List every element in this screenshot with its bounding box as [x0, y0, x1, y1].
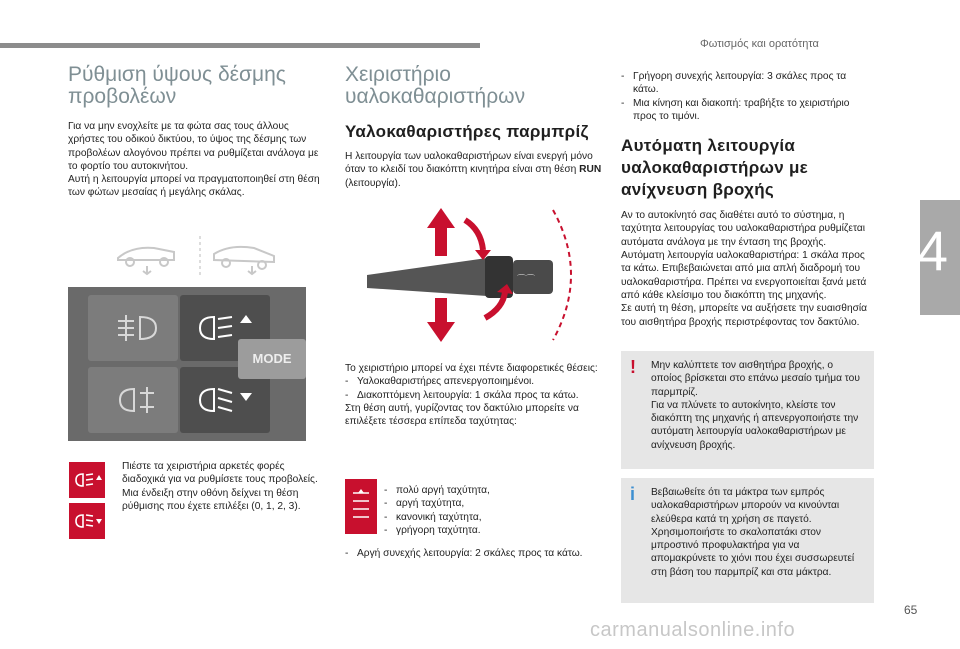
slow-continuous-item: - Αργή συνεχής λειτουργία: 2 σκάλες προς τα κάτω. — [345, 547, 603, 560]
headlamp-up-icon — [69, 462, 105, 498]
header-rule — [0, 43, 480, 48]
positions-intro: Το χειριστήριο μπορεί να έχει πέντε διαφορετικές θέσεις: — [345, 363, 598, 374]
info-icon: i — [630, 484, 636, 504]
wiper-intro — [345, 150, 603, 190]
warning-icon: ! — [630, 357, 636, 377]
fog-front-button[interactable] — [88, 367, 178, 433]
wiper-speed-icon — [345, 479, 377, 534]
section-title: Φωτισμός και ορατότητα — [700, 38, 819, 50]
headlamp-down-icon — [69, 503, 105, 539]
headlamp-note: Αυτή η λειτουργία μπορεί να πραγματοποιηθεί στη θέση των φώτων μεσαίας ή μεγάλης σκάλας. — [68, 174, 320, 199]
slow-continuous — [345, 547, 603, 560]
caption-line-1: Πιέστε τα χειριστήρια αρκετές φορές διαδοχικά για να ρυθμίσετε τους προβολείς. — [122, 461, 318, 486]
position-intermittent: - Διακοπτόμενη λειτουργία: 1 σκάλα προς τα κάτω. — [345, 389, 603, 402]
rain-sensor-title: Αυτόματη λειτουργία υαλοκαθαριστήρων με ανίχνευση βροχής — [621, 136, 809, 200]
position-off: - Υαλοκαθαριστήρες απενεργοποιημένοι. — [345, 375, 603, 388]
wiper-intro-text: Η λειτουργία των υαλοκαθαριστήρων είναι ενεργή μόνο όταν το κλειδί του διακόπτη κινητήρα είναι στη θέση — [345, 151, 593, 176]
chapter-number: 4 — [916, 219, 948, 282]
windscreen-wipers-subtitle: Υαλοκαθαριστήρες παρμπρίζ — [345, 122, 589, 141]
column-headlamp-adjustment — [68, 64, 324, 200]
wiper-intro-tail: (λειτουργία). — [345, 177, 401, 189]
svg-text:⌒⌒: ⌒⌒ — [517, 274, 536, 284]
ring-speed-text: Στη θέση αυτή, γυρίζοντας τον δακτύλιο μπορείτε να επιλέξετε τέσσερα επίπεδα ταχύτητας: — [345, 402, 579, 428]
headlamp-caption — [122, 460, 322, 513]
fog-rear-button[interactable] — [88, 295, 178, 361]
warning-note — [621, 351, 874, 469]
wiper-control-title: Χειριστήριο υαλοκαθαριστήρων — [345, 63, 526, 108]
warning-text-2: Για να πλύνετε το αυτοκίνητο, κλείστε τον διακόπτη της μηχανής ή απενεργοποιήστε την αυτόματη λειτουργία υαλοκαθαριστήρων με ανίχνευση βροχής. — [651, 399, 859, 451]
rain-sensor-intro: Αν το αυτοκίνητό σας διαθέτει αυτό το σύστημα, η ταχύτητα λειτουργίας του υαλοκαθαριστήρα ρυθμίζεται αυτόματα ανάλογα με την ένταση της βροχής. — [621, 210, 865, 248]
run-label: RUN — [579, 164, 602, 176]
speed-levels — [384, 484, 594, 537]
control-panel — [68, 287, 306, 441]
speed-normal: - κανονική ταχύτητα, — [384, 511, 594, 524]
rain-sensor-auto: Αυτόματη λειτουργία υαλοκαθαριστήρα: 1 σκάλα προς τα κάτω. Επιβεβαιώνεται από μια απλή διαδρομή του υαλοκαθαριστήρα. Πρέπει να ενεργοποιείται ξανά μετά από κάθε κλείσιμο του διακόπτη της μηχανής. — [621, 250, 867, 301]
page-number: 65 — [904, 603, 918, 617]
rain-sensor-sensitivity: Σε αυτή τη θέση, μπορείτε να αυξήσετε την ευαισθησία του αισθητήρα βροχής περιστρέφοντας τον δακτύλιο. — [621, 303, 868, 328]
car-level-icon — [118, 248, 174, 266]
fast-continuous-item: - Γρήγορη συνεχής λειτουργία: 3 σκάλες προς τα κάτω. — [621, 70, 873, 97]
info-note — [621, 478, 874, 603]
car-load-icons — [112, 236, 288, 276]
headlamp-intro: Για να μην ενοχλείτε με τα φώτα σας τους άλλους χρήστες του οδικού δικτύου, το ύψος της δέσμης των προβολέων αλογόνου πρέπει να ρυθμίζεται ανάλογα με το φορτίο του αυτοκινήτου. — [68, 121, 319, 172]
column-wiper-control — [345, 64, 603, 190]
caption-line-2: Μια ένδειξη στην οθόνη δείχνει τη θέση ρύθμισης που έχετε επιλέξει (0, 1, 2, 3). — [122, 487, 301, 512]
warning-text-1: Μην καλύπτετε τον αισθητήρα βροχής, ο οποίος βρίσκεται στο επάνω μεσαίο τμήμα του παρμπρίζ. — [651, 360, 860, 398]
single-wipe-item: - Μια κίνηση και διακοπή: τραβήξτε το χειριστήριο προς το τιμόνι. — [621, 97, 873, 124]
column-rain-sensor — [621, 70, 873, 329]
speed-slow: - αργή ταχύτητα, — [384, 497, 594, 510]
wiper-stalk-illustration — [357, 200, 585, 350]
wiper-positions — [345, 362, 603, 428]
watermark: carmanualsonline.info — [590, 619, 796, 641]
speed-fast: - γρήγορη ταχύτητα. — [384, 524, 594, 537]
speed-very-slow: - πολύ αργή ταχύτητα, — [384, 484, 594, 497]
info-text: Βεβαιωθείτε ότι τα μάκτρα των εμπρός υαλοκαθαριστήρων μπορούν να κινούνται ελεύθερα κατά τη χρήση σε παγετό. Χρησιμοποιήστε το σκαλοπατάκι στον μπροστινό προφυλακτήρα για να απομακρύνετε το χιόνι που έχει συσσωρευτεί στη βάση του παρμπρίζ και στα μάκτρα. — [651, 487, 855, 578]
mode-button[interactable]: MODE — [238, 339, 306, 379]
headlamp-adjustment-title: Ρύθμιση ύψους δέσμης προβολέων — [68, 63, 286, 108]
car-loaded-icon — [214, 247, 274, 269]
